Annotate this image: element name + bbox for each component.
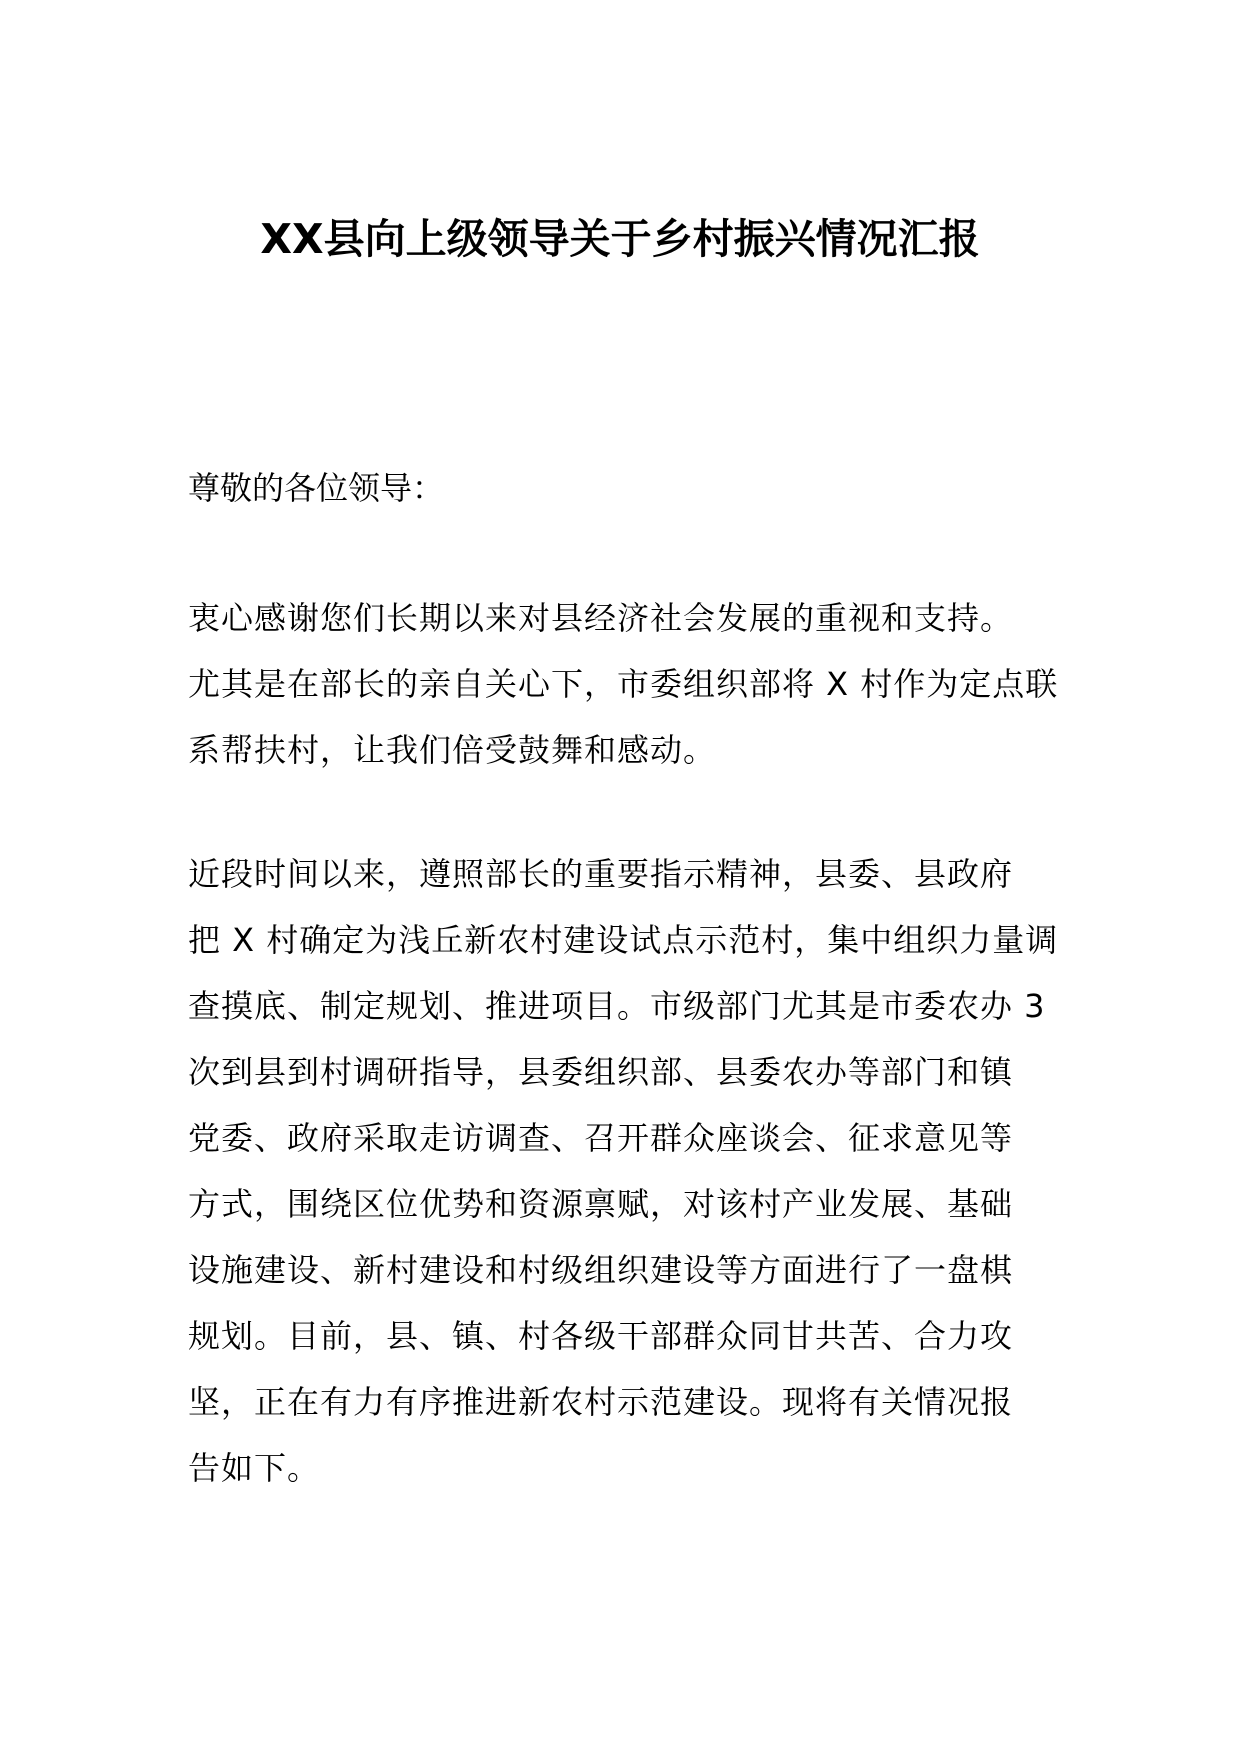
paragraph-line: 查摸底、制定规划、推进项目。市级部门尤其是市委农办 3	[188, 987, 1046, 1025]
paragraph-2	[188, 852, 1068, 1512]
paragraph-line: 衷心感谢您们长期以来对县经济社会发展的重视和支持。	[188, 599, 1014, 637]
paragraph-1	[188, 596, 1068, 794]
paragraph-line: 尤其是在部长的亲自关心下，市委组织部将 X 村作为定点联	[188, 665, 1059, 703]
paragraph-line: 系帮扶村，让我们倍受鼓舞和感动。	[188, 731, 717, 769]
paragraph-line: 规划。目前，县、镇、村各级干部群众同甘共苦、合力攻	[188, 1317, 1014, 1355]
paragraph-line: 党委、政府采取走访调查、召开群众座谈会、征求意见等	[188, 1119, 1014, 1157]
paragraph-line: 坚，正在有力有序推进新农村示范建设。现将有关情况报	[188, 1383, 1014, 1421]
paragraph-line: 次到县到村调研指导，县委组织部、县委农办等部门和镇	[188, 1053, 1014, 1091]
paragraph-line: 把 X 村确定为浅丘新农村建设试点示范村，集中组织力量调	[188, 921, 1059, 959]
paragraph-line: 方式，围绕区位优势和资源禀赋，对该村产业发展、基础	[188, 1185, 1014, 1223]
paragraph-line: 设施建设、新村建设和村级组织建设等方面进行了一盘棋	[188, 1251, 1014, 1289]
document-title: XX县向上级领导关于乡村振兴情况汇报	[260, 215, 980, 263]
salutation: 尊敬的各位领导：	[188, 469, 445, 507]
paragraph-line: 近段时间以来，遵照部长的重要指示精神，县委、县政府	[188, 855, 1014, 893]
paragraph-line: 告如下。	[188, 1449, 321, 1487]
